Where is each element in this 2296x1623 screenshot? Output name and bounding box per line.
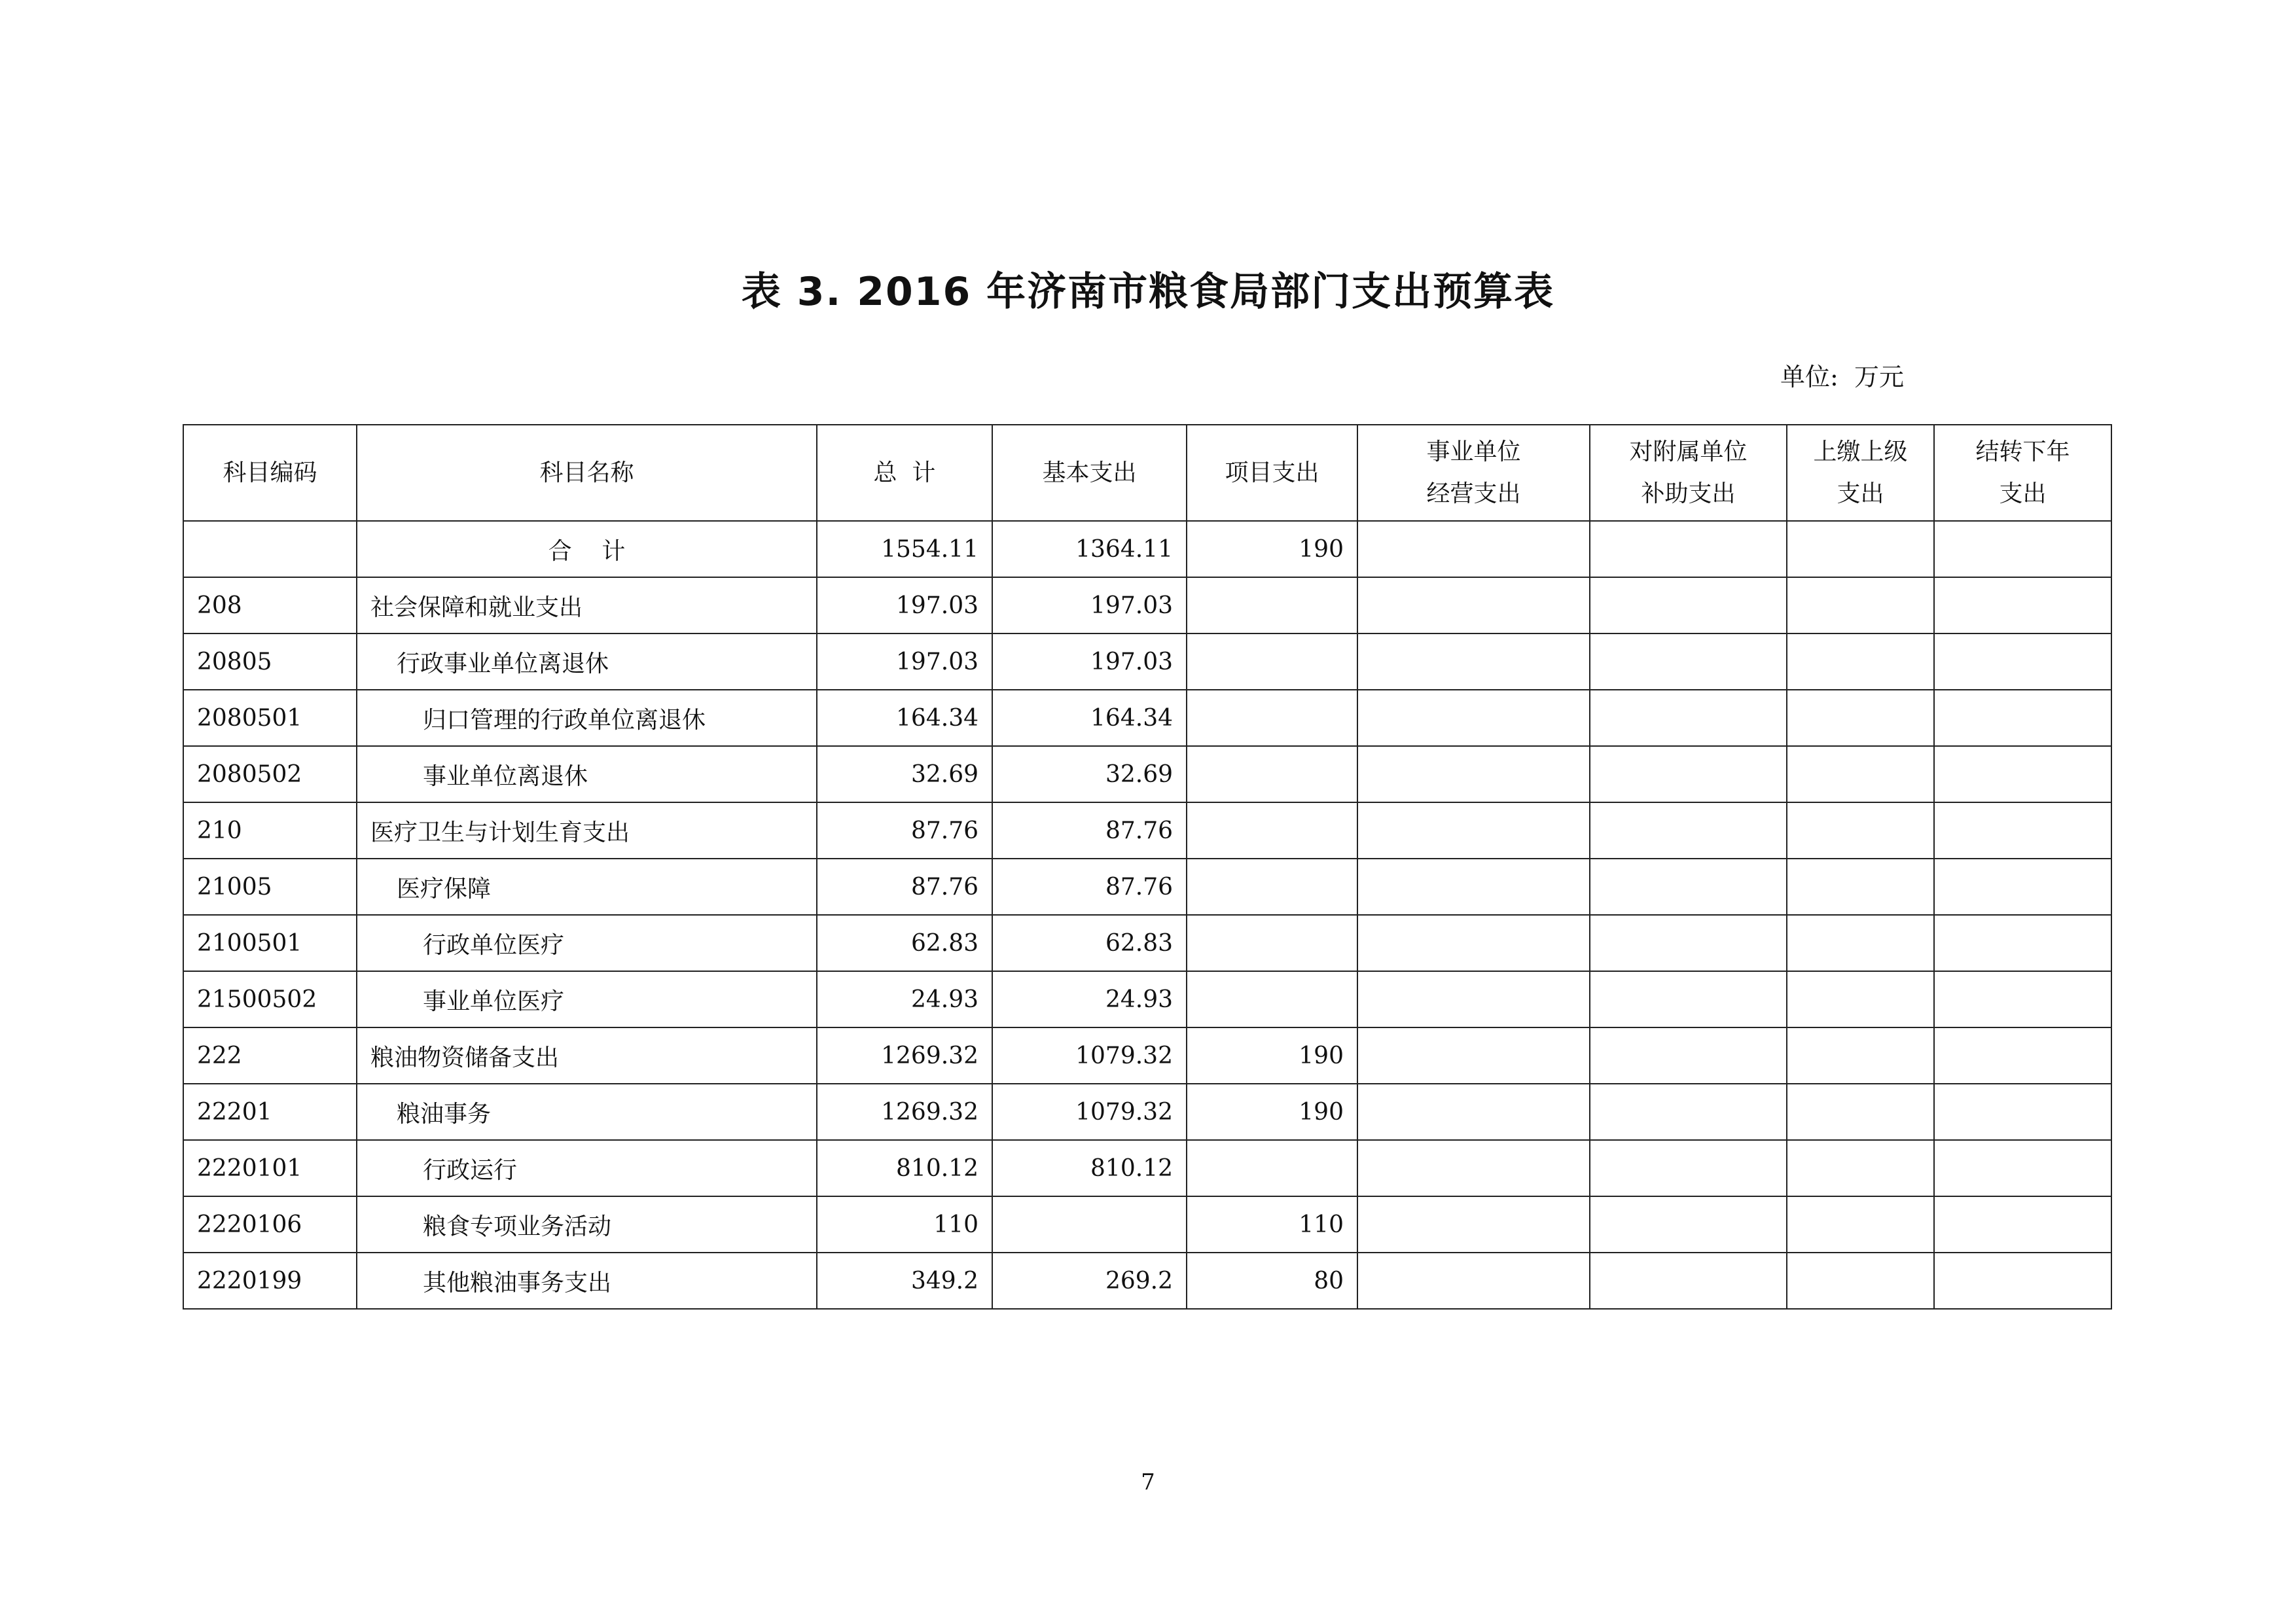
expenditure-budget-table [183,424,2112,1310]
cell-code: 2080501 [183,690,357,746]
cell-carry [1934,1027,2111,1084]
cell-remit [1787,802,1934,859]
cell-code: 2220106 [183,1196,357,1253]
cell-subsidy [1590,971,1787,1027]
cell-basic: 810.12 [992,1140,1187,1196]
cell-carry [1934,1196,2111,1253]
table-row [183,1027,2111,1084]
cell-name [357,746,817,802]
cell-subsidy [1590,859,1787,915]
cell-name [357,1027,817,1084]
total-name: 合 计 [357,521,817,577]
cell-name-text: 行政单位医疗 [423,931,565,959]
cell-carry [1934,802,2111,859]
cell-code: 210 [183,802,357,859]
cell-name [357,802,817,859]
unit-label: 单位: 万元 [1780,363,1904,391]
cell-subsidy [1590,577,1787,633]
cell-remit [1787,859,1934,915]
cell-name-text: 社会保障和就业支出 [370,594,583,621]
cell-name [357,915,817,971]
cell-code: 2220199 [183,1253,357,1309]
cell-total: 349.2 [817,1253,992,1309]
cell-project [1187,971,1357,1027]
cell-subsidy [1590,690,1787,746]
cell-business [1357,971,1590,1027]
cell-subsidy [1590,1084,1787,1140]
column-header-remit: 上缴上级 支出 [1787,425,1934,521]
cell-name [357,1253,817,1309]
cell-remit [1787,971,1934,1027]
total-project: 190 [1187,521,1357,577]
cell-code: 208 [183,577,357,633]
cell-name [357,633,817,690]
cell-remit [1787,915,1934,971]
cell-project [1187,746,1357,802]
cell-carry [1934,746,2111,802]
cell-name [357,577,817,633]
table-row [183,1196,2111,1253]
cell-remit [1787,690,1934,746]
cell-subsidy [1590,915,1787,971]
cell-carry [1934,915,2111,971]
cell-business [1357,915,1590,971]
cell-project [1187,577,1357,633]
cell-basic: 87.76 [992,802,1187,859]
cell-remit [1787,633,1934,690]
cell-carry [1934,577,2111,633]
cell-name-text: 其他粮油事务支出 [423,1269,612,1296]
cell-code: 21005 [183,859,357,915]
table-row [183,746,2111,802]
document-title: 表 3. 2016 年济南市粮食局部门支出预算表 [741,269,1555,315]
cell-name [357,1140,817,1196]
cell-basic: 1079.32 [992,1027,1187,1084]
cell-code: 222 [183,1027,357,1084]
cell-basic: 164.34 [992,690,1187,746]
cell-name [357,1084,817,1140]
cell-remit [1787,577,1934,633]
cell-business [1357,1027,1590,1084]
cell-name-text: 归口管理的行政单位离退休 [423,706,706,734]
cell-total: 87.76 [817,802,992,859]
cell-basic: 32.69 [992,746,1187,802]
cell-basic: 1079.32 [992,1084,1187,1140]
cell-code: 20805 [183,633,357,690]
column-header-total: 总 计 [817,425,992,521]
cell-project [1187,859,1357,915]
cell-project: 190 [1187,1027,1357,1084]
total-code [183,521,357,577]
cell-business [1357,1196,1590,1253]
table-row [183,971,2111,1027]
cell-name-text: 事业单位医疗 [423,988,565,1015]
table-row [183,915,2111,971]
cell-total: 24.93 [817,971,992,1027]
cell-name-text: 粮食专项业务活动 [423,1213,612,1240]
cell-total: 87.76 [817,859,992,915]
cell-subsidy [1590,1196,1787,1253]
total-total: 1554.11 [817,521,992,577]
cell-basic [992,1196,1187,1253]
column-header-basic: 基本支出 [992,425,1187,521]
cell-subsidy [1590,746,1787,802]
total-carry [1934,521,2111,577]
column-header-project: 项目支出 [1187,425,1357,521]
cell-basic: 197.03 [992,633,1187,690]
cell-code: 22201 [183,1084,357,1140]
total-business [1357,521,1590,577]
cell-name-text: 行政事业单位离退休 [397,650,609,677]
cell-name-text: 医疗卫生与计划生育支出 [370,819,630,846]
cell-name-text: 事业单位离退休 [423,762,588,790]
cell-code: 2100501 [183,915,357,971]
cell-carry [1934,1084,2111,1140]
cell-subsidy [1590,633,1787,690]
cell-name-text: 粮油事务 [397,1100,492,1128]
cell-project [1187,633,1357,690]
column-header-carry: 结转下年 支出 [1934,425,2111,521]
cell-project [1187,690,1357,746]
cell-name-text: 粮油物资储备支出 [370,1044,560,1071]
table-row [183,859,2111,915]
table-row [183,1140,2111,1196]
cell-remit [1787,1196,1934,1253]
cell-name-text: 医疗保障 [397,875,492,902]
cell-subsidy [1590,1140,1787,1196]
cell-business [1357,633,1590,690]
page-number: 7 [1141,1469,1155,1495]
column-header-subsidy: 对附属单位 补助支出 [1590,425,1787,521]
cell-code: 2220101 [183,1140,357,1196]
cell-carry [1934,633,2111,690]
total-row [183,521,2111,577]
total-subsidy [1590,521,1787,577]
cell-total: 197.03 [817,577,992,633]
cell-basic: 269.2 [992,1253,1187,1309]
cell-carry [1934,971,2111,1027]
cell-total: 32.69 [817,746,992,802]
cell-name [357,859,817,915]
cell-code: 21500502 [183,971,357,1027]
cell-code: 2080502 [183,746,357,802]
cell-business [1357,802,1590,859]
cell-remit [1787,1140,1934,1196]
cell-project: 80 [1187,1253,1357,1309]
column-header-code: 科目编码 [183,425,357,521]
table-row [183,1253,2111,1309]
cell-total: 1269.32 [817,1027,992,1084]
table-row [183,577,2111,633]
table-header-row [183,425,2111,521]
cell-total: 110 [817,1196,992,1253]
cell-total: 810.12 [817,1140,992,1196]
table-row [183,690,2111,746]
cell-remit [1787,1084,1934,1140]
table-row [183,1084,2111,1140]
table-row [183,802,2111,859]
total-remit [1787,521,1934,577]
cell-business [1357,1140,1590,1196]
cell-basic: 62.83 [992,915,1187,971]
cell-remit [1787,1253,1934,1309]
cell-business [1357,690,1590,746]
cell-carry [1934,690,2111,746]
cell-name [357,971,817,1027]
cell-project [1187,915,1357,971]
cell-subsidy [1590,802,1787,859]
cell-subsidy [1590,1027,1787,1084]
cell-remit [1787,746,1934,802]
cell-project [1187,1140,1357,1196]
cell-business [1357,1084,1590,1140]
cell-business [1357,577,1590,633]
cell-business [1357,1253,1590,1309]
cell-subsidy [1590,1253,1787,1309]
cell-business [1357,746,1590,802]
cell-name [357,1196,817,1253]
cell-project: 190 [1187,1084,1357,1140]
cell-total: 164.34 [817,690,992,746]
cell-basic: 87.76 [992,859,1187,915]
column-header-business: 事业单位 经营支出 [1357,425,1590,521]
cell-basic: 197.03 [992,577,1187,633]
cell-project [1187,802,1357,859]
cell-name [357,690,817,746]
cell-carry [1934,859,2111,915]
cell-name-text: 行政运行 [423,1156,518,1184]
cell-total: 62.83 [817,915,992,971]
cell-business [1357,859,1590,915]
cell-basic: 24.93 [992,971,1187,1027]
cell-total: 1269.32 [817,1084,992,1140]
column-header-name: 科目名称 [357,425,817,521]
cell-carry [1934,1140,2111,1196]
cell-project: 110 [1187,1196,1357,1253]
cell-carry [1934,1253,2111,1309]
cell-remit [1787,1027,1934,1084]
table-row [183,633,2111,690]
total-basic: 1364.11 [992,521,1187,577]
cell-total: 197.03 [817,633,992,690]
